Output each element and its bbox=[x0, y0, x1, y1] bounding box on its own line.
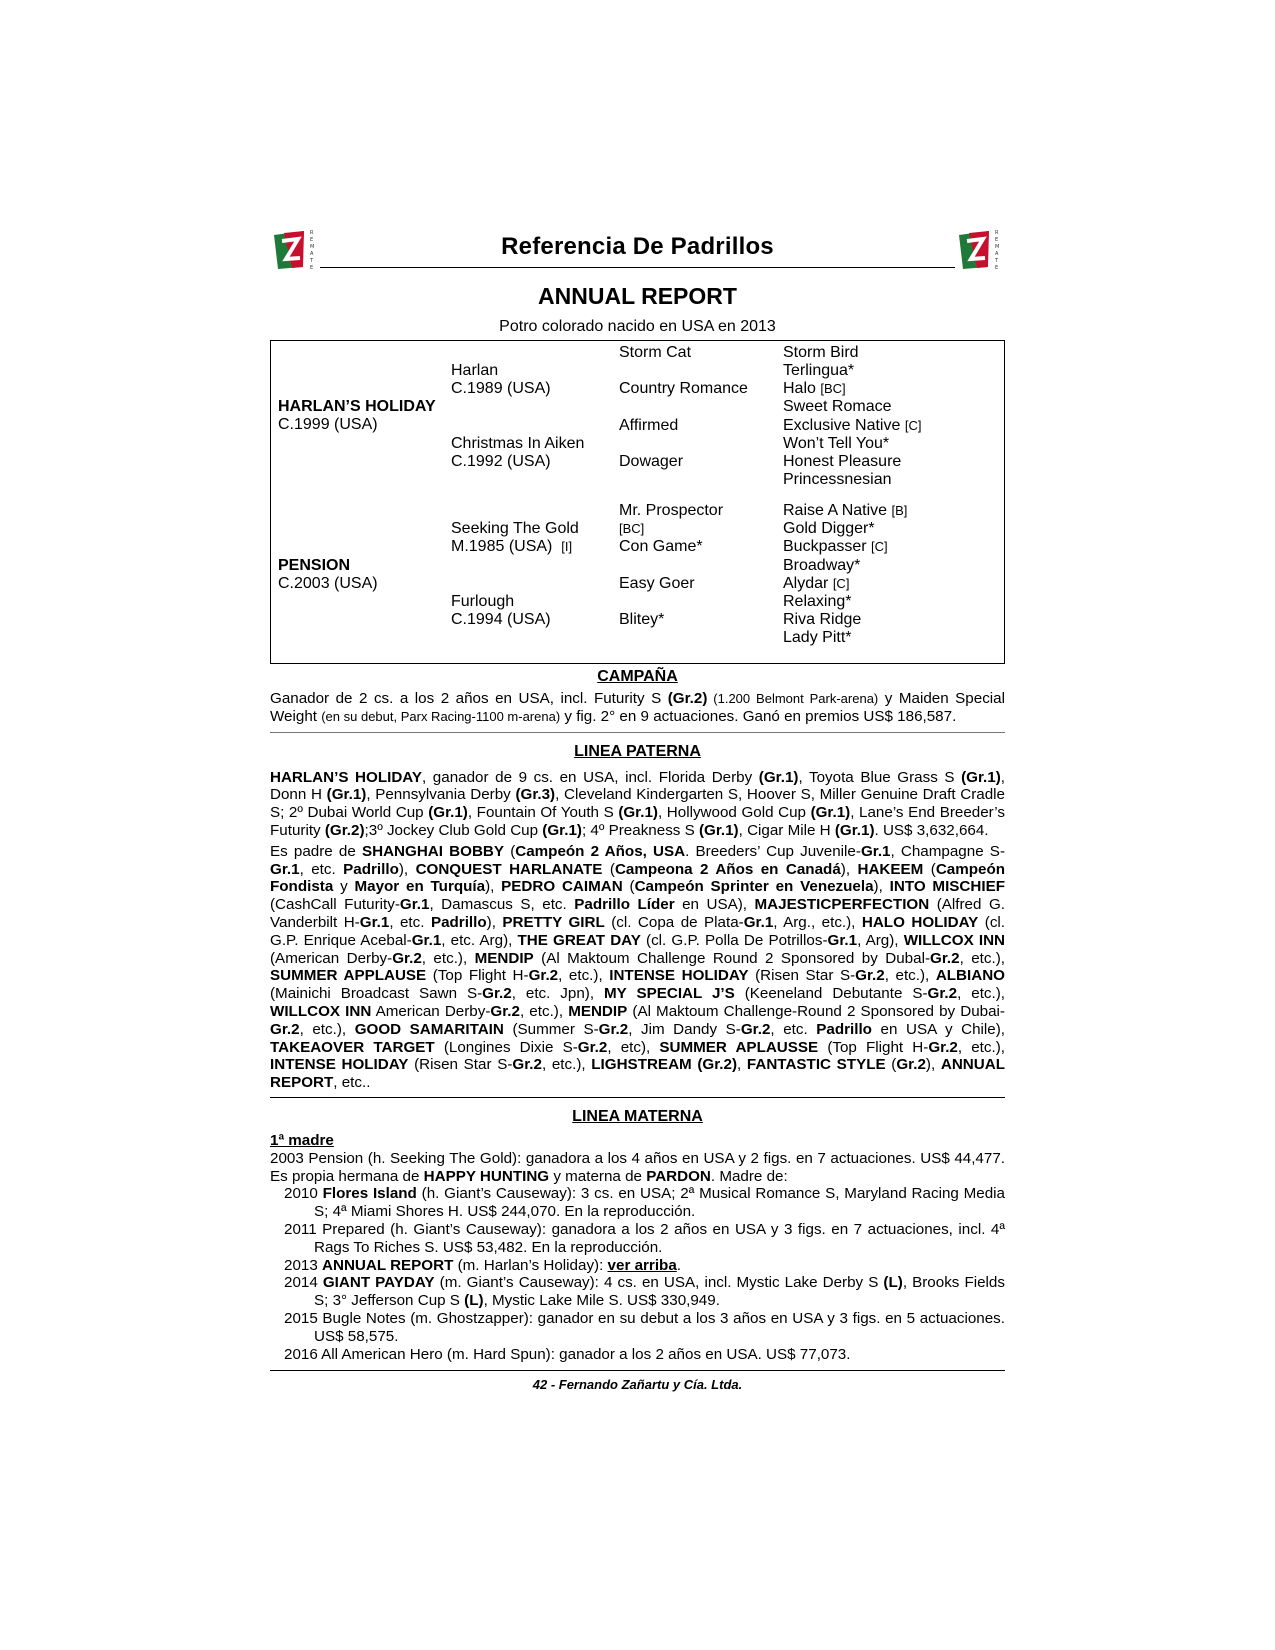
first-dam-heading: 1ª madre bbox=[270, 1131, 334, 1149]
first-dam-intro: 2003 Pension (h. Seeking The Gold): ganadora a los 4 años en USA y 2 figs. en 7 actuaciones. US$ 44,477. Es propia hermana de HAPPY HUNTING y materna de PARDON. Madre de: bbox=[270, 1149, 1005, 1185]
document-page bbox=[270, 225, 1005, 1392]
pedigree-g4-name: Honest Pleasure bbox=[783, 453, 902, 470]
produce-item: 2011 Prepared (h. Giant’s Causeway): ganadora a los 2 años en USA y 3 figs. en 7 actuaciones, incl. 4ª Rags To Riches S. US$ 53,482. En la reproducción. bbox=[284, 1220, 1005, 1256]
svg-text:R: R bbox=[310, 230, 314, 236]
produce-item: 2013 ANNUAL REPORT (m. Harlan’s Holiday): ver arriba. bbox=[284, 1256, 682, 1274]
pedigree-g2-name: Christmas In Aiken bbox=[451, 435, 585, 452]
pedigree-g4-name: Broadway* bbox=[783, 557, 861, 574]
svg-text:E: E bbox=[310, 265, 314, 271]
pedigree-g4-name: Terlingua* bbox=[783, 362, 855, 379]
horse-description: Potro colorado nacido en USA en 2013 bbox=[499, 318, 776, 335]
pedigree-g3-name: Mr. Prospector bbox=[619, 502, 724, 519]
section-divider bbox=[270, 1097, 1005, 1098]
pedigree-g3-name: Con Game* bbox=[619, 538, 703, 555]
pedigree-g4-name: Halo bbox=[783, 380, 816, 397]
svg-text:T: T bbox=[995, 258, 999, 264]
pedigree-tag: [C] bbox=[871, 539, 888, 554]
pedigree-g2-info: C.1992 (USA) bbox=[451, 453, 551, 470]
pedigree-g3-name: Affirmed bbox=[619, 417, 679, 434]
pedigree-g4-name: Raise A Native bbox=[783, 502, 888, 519]
footer-rule bbox=[270, 1370, 1005, 1371]
pedigree-tag: [B] bbox=[891, 503, 908, 518]
header-rule bbox=[320, 267, 955, 268]
pedigree-tag: [C] bbox=[904, 418, 922, 433]
svg-text:E: E bbox=[995, 265, 999, 271]
pedigree-g4-name: Alydar bbox=[783, 575, 829, 592]
paterna-paragraph: HARLAN’S HOLIDAY, ganador de 9 cs. en USA, incl. Florida Derby (Gr.1), Toyota Blue Grass S (Gr.1), Donn H (Gr.1), Pennsylvania Derby (Gr.3), Cleveland Kindergarten S, Hoover S, Miller Genuine Draft Cradle S; 2º Dubai World Cup (Gr.1), Fountain Of Youth S (Gr.1), Hollywood Gold Cup (Gr.1), Lane’s End Breeder’s Futurity (Gr.2);3º Jockey Club Gold Cup (Gr.1); 4º Preakness S (Gr.1), Cigar Mile H (Gr.1). US$ 3,632,664. bbox=[270, 768, 1006, 839]
pedigree-tag: [BC] bbox=[820, 381, 846, 396]
pedigree-g4-name: Riva Ridge bbox=[783, 611, 862, 628]
pedigree-g2-name: Seeking The Gold bbox=[451, 520, 579, 537]
page-footer: 42 - Fernando Zañartu y Cía. Ltda. bbox=[532, 1377, 743, 1393]
svg-text:E: E bbox=[310, 237, 314, 243]
pedigree-g2-info: C.1989 (USA) bbox=[451, 380, 551, 397]
pedigree-g2-name: Harlan bbox=[451, 362, 499, 379]
svg-text:T: T bbox=[310, 258, 314, 264]
section-divider bbox=[270, 732, 1005, 733]
campana-text: Ganador de 2 cs. a los 2 años en USA, incl. Futurity S (Gr.2) (1.200 Belmont Park-arena) y Maiden Special Weight (en su debut, Parx Racing-1100 m-arena) y fig. 2° en 9 actuaciones. Ganó en premios US$ 186,587. bbox=[270, 690, 1005, 725]
pedigree-g2-info: M.1985 (USA) bbox=[451, 538, 553, 555]
page-title: Referencia De Padrillos bbox=[501, 233, 774, 260]
svg-text:E: E bbox=[995, 237, 999, 243]
pedigree-tag: [BC] bbox=[619, 521, 645, 536]
svg-text:A: A bbox=[995, 251, 999, 257]
pedigree-g3-name: Storm Cat bbox=[619, 344, 692, 361]
pedigree-g4-name: Relaxing* bbox=[783, 593, 852, 610]
produce-item: 2014 GIANT PAYDAY (m. Giant’s Causeway): 4 cs. en USA, incl. Mystic Lake Derby S (L), Brooks Fields S; 3° Jefferson Cup S (L), Mystic Lake Mile S. US$ 330,949. bbox=[284, 1274, 1005, 1310]
pedigree-g4-name: Storm Bird bbox=[783, 344, 859, 361]
pedigree-g4-name: Lady Pitt* bbox=[783, 629, 852, 646]
pedigree-tag: [I] bbox=[561, 539, 573, 554]
sire-info: C.1999 (USA) bbox=[278, 416, 378, 433]
pedigree-g2-info: C.1994 (USA) bbox=[451, 611, 551, 628]
pedigree-g4-name: Gold Digger* bbox=[783, 520, 875, 537]
produce-item: 2015 Bugle Notes (m. Ghostzapper): ganador en su debut a los 3 años en USA y 3 figs. en 5 actuaciones. US$ 58,575. bbox=[284, 1309, 1005, 1345]
svg-text:M: M bbox=[310, 244, 315, 250]
pedigree-g4-name: Princessnesian bbox=[783, 471, 892, 488]
produce-item: 2010 Flores Island (h. Giant’s Causeway): 3 cs. en USA; 2ª Musical Romance S, Maryland Racing Media S; 4ª Miami Shores H. US$ 244,070. En la reproducción. bbox=[284, 1185, 1005, 1221]
page-header bbox=[270, 225, 1005, 273]
pedigree-g4-name: Buckpasser bbox=[783, 538, 867, 555]
pedigree-g3-name: Blitey* bbox=[619, 611, 665, 628]
dam-info: C.2003 (USA) bbox=[278, 575, 378, 592]
dam-name: PENSION bbox=[278, 557, 351, 574]
pedigree-g3-name: Easy Goer bbox=[619, 575, 695, 592]
svg-text:A: A bbox=[310, 251, 314, 257]
zj-remates-logo bbox=[955, 227, 1005, 273]
pedigree-g4-name: Won’t Tell You* bbox=[783, 435, 890, 452]
paterna-heading: LINEA PATERNA bbox=[574, 742, 701, 760]
pedigree-g4-name: Exclusive Native bbox=[783, 417, 901, 434]
pedigree-g3-name: Country Romance bbox=[619, 380, 748, 397]
svg-text:R: R bbox=[995, 230, 999, 236]
pedigree-g3-name: Dowager bbox=[619, 453, 684, 470]
materna-heading: LINEA MATERNA bbox=[572, 1107, 703, 1125]
pedigree-tag: [C] bbox=[832, 576, 850, 591]
sire-name: HARLAN’S HOLIDAY bbox=[278, 398, 436, 415]
pedigree-g2-name: Furlough bbox=[451, 593, 515, 610]
svg-text:M: M bbox=[995, 244, 1000, 250]
produce-list bbox=[270, 1185, 1005, 1363]
pedigree-table bbox=[270, 340, 1005, 664]
campana-heading: CAMPAÑA bbox=[597, 668, 678, 685]
pedigree-g4-name: Sweet Romace bbox=[783, 398, 892, 415]
paterna-progeny-paragraph: Es padre de SHANGHAI BOBBY (Campeón 2 Años, USA. Breeders’ Cup Juvenile-Gr.1, Champagne S-Gr.1, etc. Padrillo), CONQUEST HARLANATE (Campeona 2 Años en Canadá), HAKEEM (Campeón Fondista y Mayor en Turquía), PEDRO CAIMAN (Campeón Sprinter en Venezuela), INTO MISCHIEF (CashCall Futurity-Gr.1, Damascus S, etc. Padrillo Líder en USA), MAJESTICPERFECTION (Alfred G. Vanderbilt H-Gr.1, etc. Padrillo), PRETTY GIRL (cl. Copa de Plata-Gr.1, Arg., etc.), HALO HOLIDAY (cl. G.P. Enrique Acebal-Gr.1, etc. Arg), THE GREAT DAY (cl. G.P. Polla De Potrillos-Gr.1, Arg), WILLCOX INN (American Derby-Gr.2, etc.), MENDIP (Al Maktoum Challenge Round 2 Sponsored by Dubal-Gr.2, etc.), SUMMER APPLAUSE (Top Flight H-Gr.2, etc.), INTENSE HOLIDAY (Risen Star S-Gr.2, etc.), ALBIANO (Mainichi Broadcast Sawn S-Gr.2, etc. Jpn), MY SPECIAL J’S (Keeneland Debutante S-Gr.2, etc.), WILLCOX INN American Derby-Gr.2, etc.), MENDIP (Al Maktoum Challenge-Round 2 Sponsored by Dubai-Gr.2, etc.), GOOD SAMARITAIN (Summer S-Gr.2, Jim Dandy S-Gr.2, etc. Padrillo en USA y Chile), TAKEAOVER TARGET (Longines Dixie S-Gr.2, etc), SUMMER APLAUSSE (Top Flight H-Gr.2, etc.), INTENSE HOLIDAY (Risen Star S-Gr.2, etc.), LIGHSTREAM (Gr.2), FANTASTIC STYLE (Gr.2), ANNUAL REPORT, etc.. bbox=[270, 842, 1006, 1092]
produce-item: 2016 All American Hero (m. Hard Spun): ganador a los 2 años en USA. US$ 77,073. bbox=[284, 1345, 851, 1363]
horse-name: ANNUAL REPORT bbox=[538, 283, 737, 309]
